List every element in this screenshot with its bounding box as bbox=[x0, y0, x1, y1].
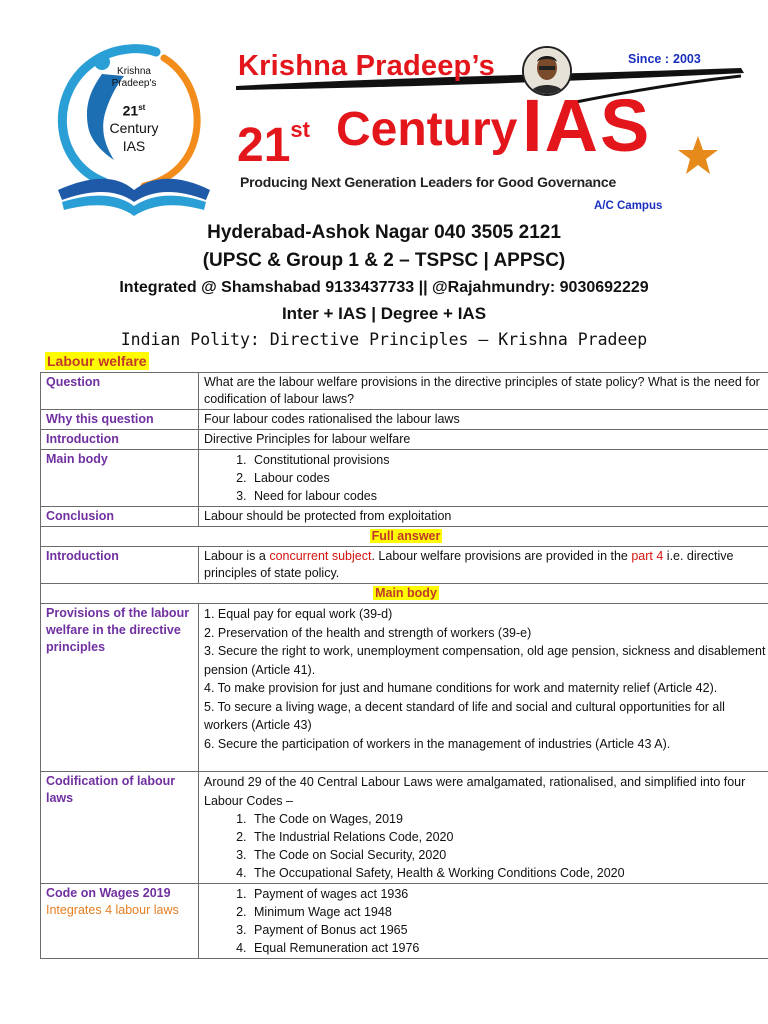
row-label: Main body bbox=[41, 450, 199, 507]
codification-text bbox=[199, 772, 768, 884]
codification-list bbox=[204, 810, 766, 882]
list-item: 2. Labour codes bbox=[250, 469, 766, 487]
list-item: 1. Payment of wages act 1936 bbox=[250, 885, 766, 903]
text-segment: . Labour welfare provisions are provided in the bbox=[371, 549, 632, 563]
since-label bbox=[628, 52, 701, 66]
list-item: 2. Minimum Wage act 1948 bbox=[250, 903, 766, 921]
list-item: 3. Need for labour codes bbox=[250, 487, 766, 505]
text-segment: i.e. directive principles of state policy. bbox=[204, 549, 734, 580]
list-item: 4. Equal Remuneration act 1976 bbox=[250, 939, 766, 957]
provisions-text bbox=[199, 604, 768, 772]
highlight-part-4: part 4 bbox=[631, 549, 664, 563]
main-body-outline bbox=[199, 450, 768, 507]
logo-line-4: Century bbox=[109, 119, 159, 136]
list-item: 3. Payment of Bonus act 1965 bbox=[250, 921, 766, 939]
wages-list bbox=[204, 885, 766, 957]
wages-acts bbox=[199, 884, 768, 959]
brand-name: Krishna Pradeep’s bbox=[238, 50, 495, 82]
provision-line: 1. Equal pay for equal work (39-d) bbox=[204, 607, 393, 621]
list-item: 2. The Industrial Relations Code, 2020 bbox=[250, 828, 766, 846]
contact-line-1: Hyderabad-Ashok Nagar 040 3505 2121 bbox=[207, 222, 561, 243]
conclusion-text: Labour should be protected from exploitation bbox=[199, 507, 768, 527]
table-row bbox=[41, 450, 768, 507]
main-body-list bbox=[204, 451, 766, 505]
campus-label: A/C Campus bbox=[594, 200, 663, 212]
codification-intro: Around 29 of the 40 Central Labour Laws were amalgamated, rationalised, and simplified into four Labour Codes – bbox=[204, 775, 746, 808]
row-label: Why this question bbox=[41, 410, 199, 430]
since-year: 2003 bbox=[673, 52, 701, 66]
question-text: What are the labour welfare provisions in the directive principles of state policy? What is the need for codification of labour laws? bbox=[199, 373, 768, 410]
table-row bbox=[41, 772, 768, 884]
row-label bbox=[41, 884, 199, 959]
table-row bbox=[41, 547, 768, 584]
provision-line: 2. Preservation of the health and strength of workers (39-e) bbox=[204, 625, 532, 640]
row-label: Codification of labour laws bbox=[41, 772, 199, 884]
provision-line: 4. To make provision for just and humane conditions for work and maternity relief (Article 42). bbox=[204, 681, 718, 695]
why-text: Four labour codes rationalised the labour laws bbox=[199, 410, 768, 430]
row-label: Question bbox=[41, 373, 199, 410]
table-row bbox=[41, 430, 768, 450]
full-intro-text bbox=[199, 547, 768, 584]
intro-text: Directive Principles for labour welfare bbox=[199, 430, 768, 450]
contact-line-2: (UPSC & Group 1 & 2 – TSPSC | APPSC) bbox=[202, 250, 566, 271]
table-row bbox=[41, 584, 768, 604]
provision-line: 5. To secure a living wage, a decent standard of life and social and cultural opportunities for all workers (Article 43) bbox=[204, 699, 725, 732]
since-text: Since : bbox=[628, 52, 669, 66]
list-item: 1. The Code on Wages, 2019 bbox=[250, 810, 766, 828]
brand-ias: IAS bbox=[522, 84, 652, 167]
wages-sublabel: Integrates 4 labour laws bbox=[46, 903, 179, 917]
table-row bbox=[41, 884, 768, 959]
provision-line: 6. Secure the participation of workers in the management of industries (Article 43 A). bbox=[204, 736, 671, 751]
list-item: 3. The Code on Social Security, 2020 bbox=[250, 846, 766, 864]
table-row bbox=[41, 604, 768, 772]
logo-line-5: IAS bbox=[122, 137, 146, 154]
contact-line-3: Integrated @ Shamshabad 9133437733 || @Rajahmundry: 9030692229 bbox=[119, 279, 649, 296]
provision-line: 3. Secure the right to work, unemployment compensation, old age pension, sickness and disablement pension (Article 41). bbox=[204, 644, 766, 677]
logo-text bbox=[84, 66, 184, 155]
logo-line-3 bbox=[84, 100, 184, 119]
highlight-concurrent-subject: concurrent subject bbox=[269, 549, 372, 563]
row-label: Provisions of the labour welfare in the directive principles bbox=[41, 604, 199, 772]
logo-superscript: st bbox=[138, 103, 146, 112]
full-answer-heading-cell bbox=[41, 527, 768, 547]
section-title: Labour welfare bbox=[47, 353, 147, 369]
answer-table bbox=[40, 372, 768, 959]
tagline: Producing Next Generation Leaders for Good Governance bbox=[240, 174, 617, 190]
brand-century: Century bbox=[336, 103, 518, 156]
table-row bbox=[41, 527, 768, 547]
logo-number: 21 bbox=[122, 102, 139, 119]
main-body-heading: Main body bbox=[375, 586, 437, 600]
main-body-heading-cell bbox=[41, 584, 768, 604]
row-label: Introduction bbox=[41, 430, 199, 450]
logo-line-2: Pradeep's bbox=[111, 78, 157, 89]
logo-line-1: Krishna bbox=[117, 66, 151, 77]
wages-label: Code on Wages 2019 bbox=[46, 886, 171, 900]
document-title: Indian Polity: Directive Principles – Krishna Pradeep bbox=[120, 330, 648, 349]
row-label: Conclusion bbox=[41, 507, 199, 527]
full-answer-heading: Full answer bbox=[371, 529, 441, 543]
brand-number bbox=[237, 102, 310, 174]
text-segment: Labour is a bbox=[204, 549, 270, 563]
table-row bbox=[41, 410, 768, 430]
list-item: 1. Constitutional provisions bbox=[250, 451, 766, 469]
brand-number-digits: 21 bbox=[237, 119, 291, 172]
contact-line-4: Inter + IAS | Degree + IAS bbox=[281, 304, 487, 323]
brand-number-superscript: st bbox=[290, 117, 310, 142]
row-label: Introduction bbox=[41, 547, 199, 584]
star-icon bbox=[676, 134, 720, 176]
table-row bbox=[41, 373, 768, 410]
table-row bbox=[41, 507, 768, 527]
list-item: 4. The Occupational Safety, Health & Working Conditions Code, 2020 bbox=[250, 864, 766, 882]
